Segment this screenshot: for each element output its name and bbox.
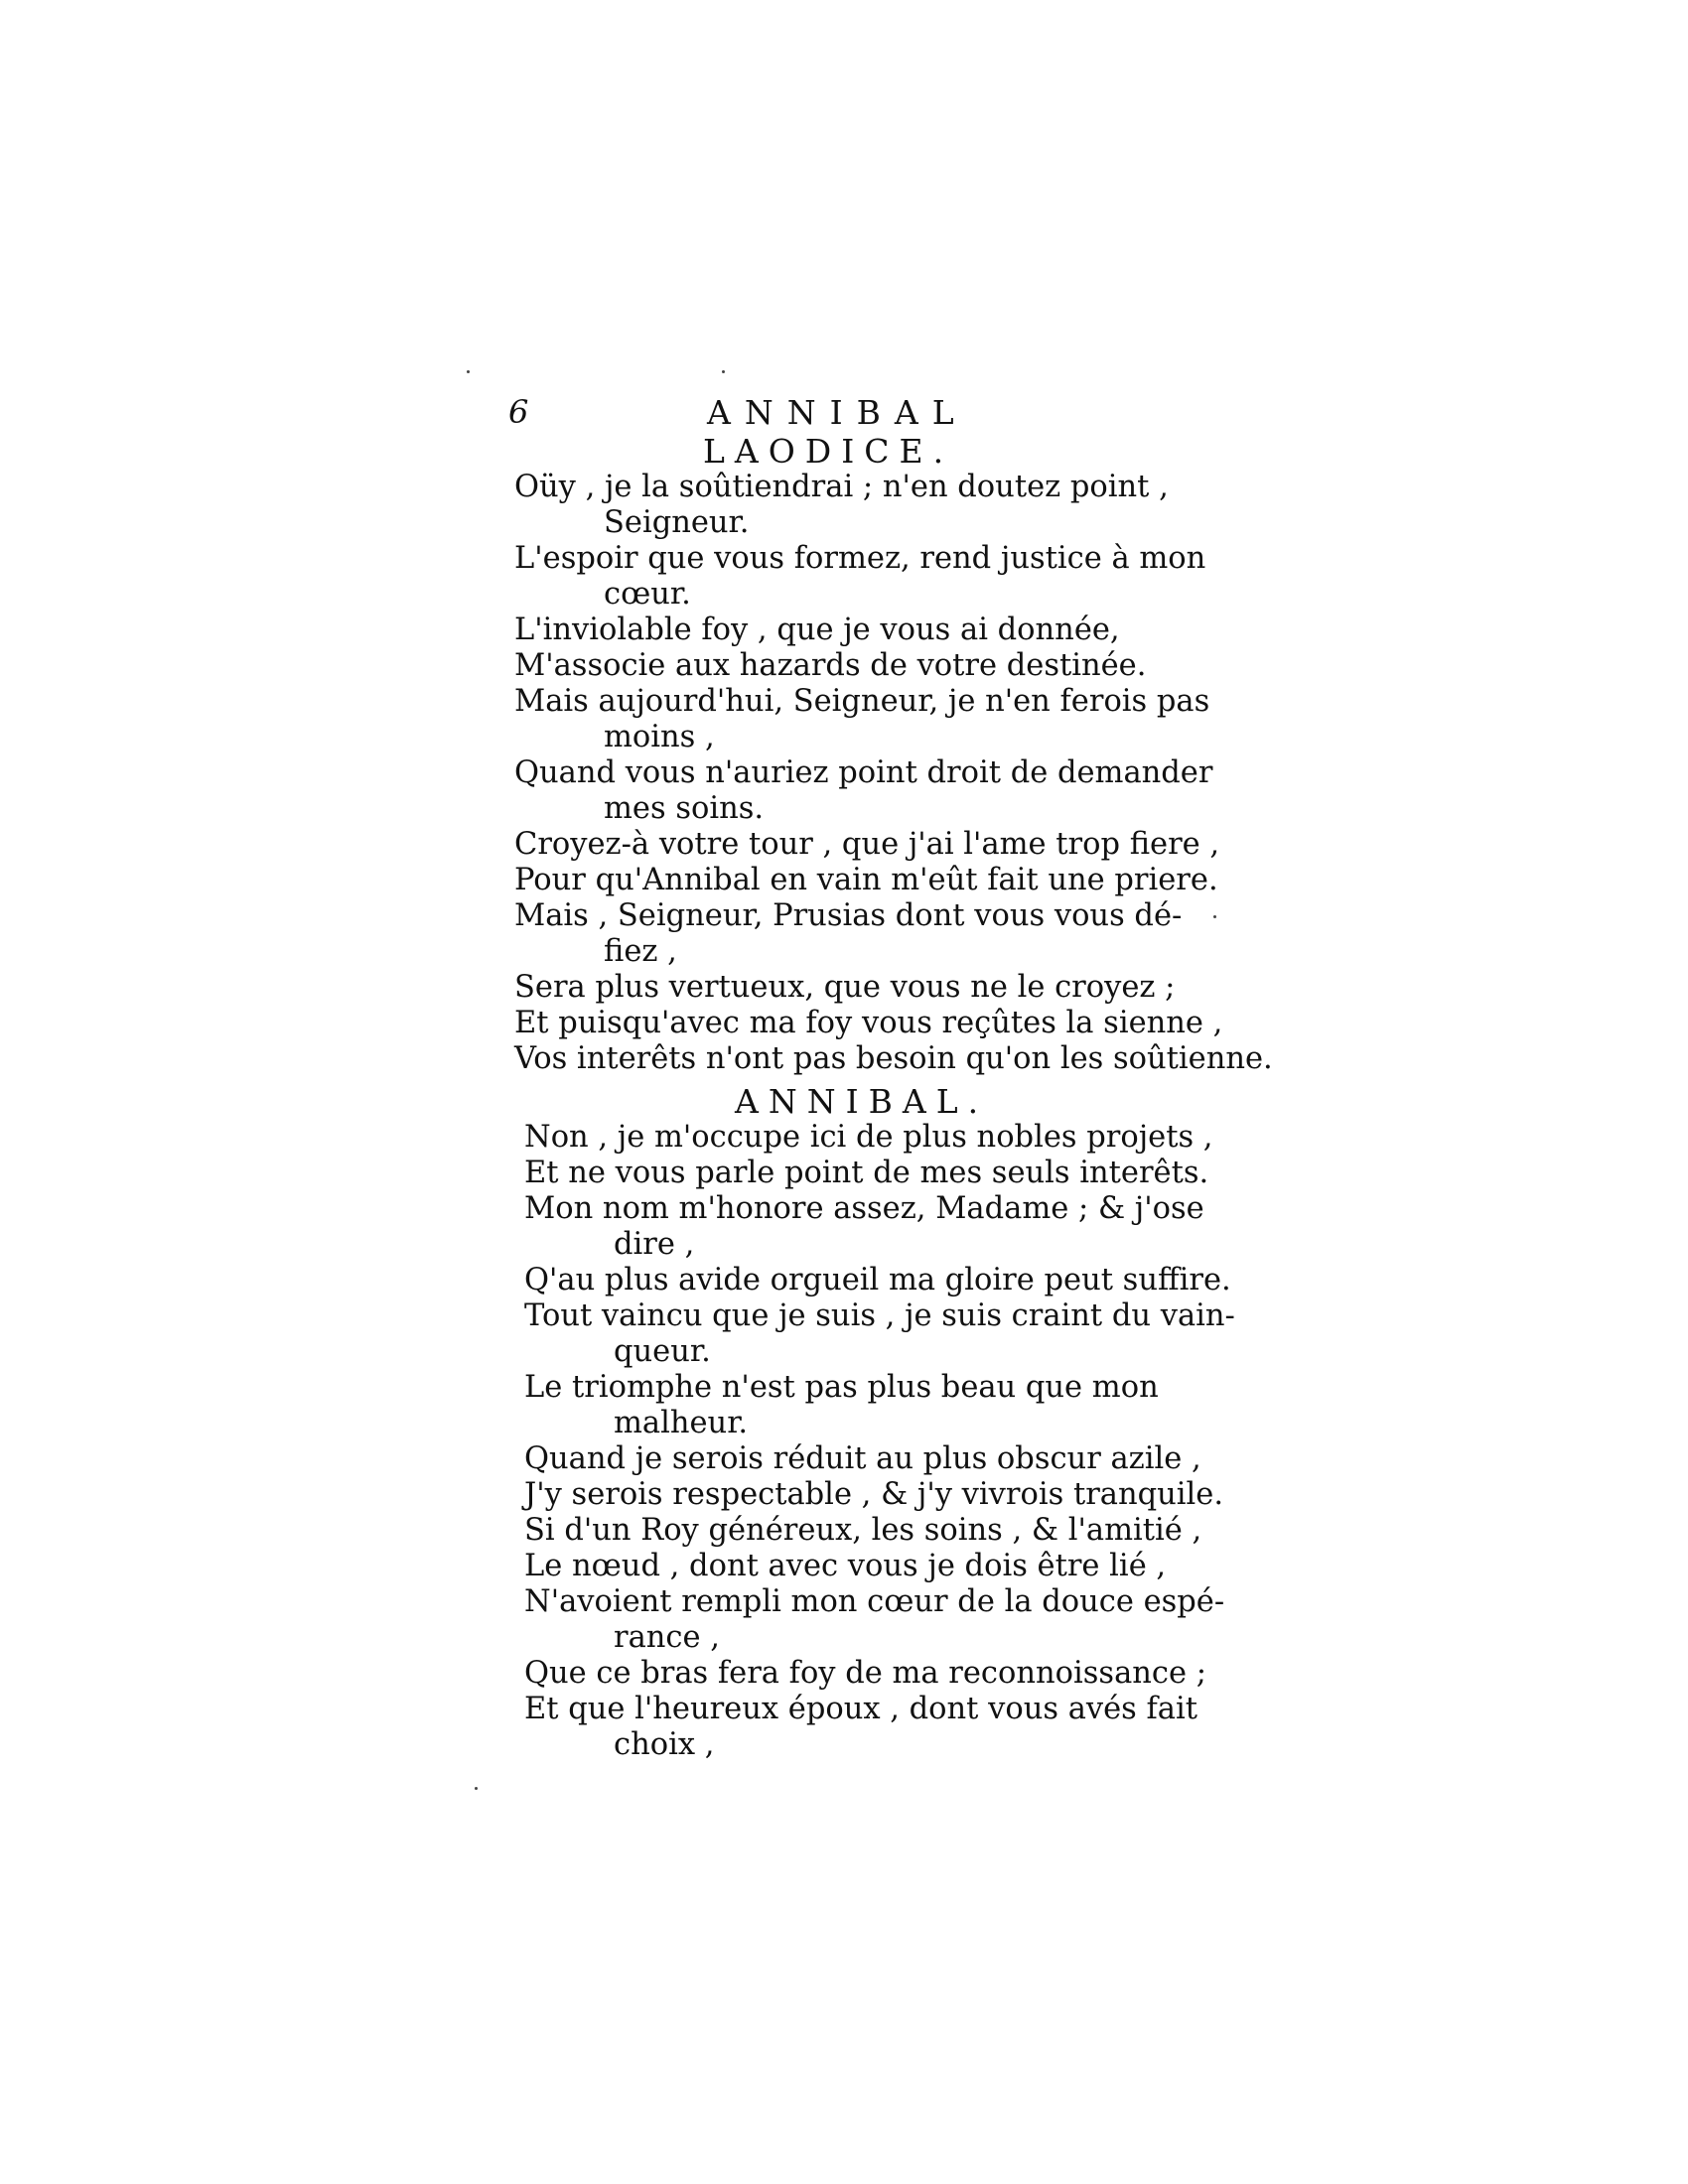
verse-line-continuation: choix ,	[614, 1727, 715, 1762]
verse-line-continuation: malheur.	[614, 1406, 749, 1440]
speaker-annibal: ANNIBAL.	[735, 1082, 989, 1121]
verse-line-continuation: dire ,	[614, 1227, 695, 1262]
verse-line: L'espoir que vous formez, rend justice à mon	[514, 541, 1206, 576]
verse-line: Mon nom m'honore assez, Madame ; & j'ose	[524, 1191, 1204, 1226]
speaker-laodice: LAODICE.	[703, 432, 954, 471]
verse-line: Vos interêts n'ont pas besoin qu'on les soûtienne.	[514, 1041, 1273, 1076]
verse-line: Oüy , je la soûtiendrai ; n'en doutez point ,	[514, 470, 1169, 504]
verse-line-continuation: Seigneur.	[604, 505, 750, 540]
verse-line: Et puisqu'avec ma foy vous reçûtes la sienne ,	[514, 1006, 1223, 1040]
verse-line: Sera plus vertueux, que vous ne le croyez ;	[514, 970, 1176, 1005]
verse-block-annibal	[524, 1120, 1235, 1763]
verse-line-continuation: queur.	[614, 1334, 711, 1369]
verse-line: Quand je serois réduit au plus obscur azile ,	[524, 1441, 1201, 1476]
verse-line: Mais , Seigneur, Prusias dont vous vous dé-	[514, 898, 1183, 933]
verse-line: J'y serois respectable , & j'y vivrois tranquile.	[524, 1477, 1224, 1512]
page-number: 6	[508, 393, 529, 431]
verse-line: N'avoient rempli mon cœur de la douce espé-	[524, 1584, 1225, 1619]
verse-line: Et ne vous parle point de mes seuls interêts.	[524, 1156, 1209, 1190]
verse-line: Le triomphe n'est pas plus beau que mon	[524, 1370, 1159, 1405]
verse-line: Croyez-à votre tour , que j'ai l'ame trop fiere ,	[514, 827, 1220, 862]
running-title: ANNIBAL	[707, 393, 968, 432]
verse-line: Mais aujourd'hui, Seigneur, je n'en ferois pas	[514, 684, 1210, 719]
verse-line: Quand vous n'auriez point droit de demander	[514, 755, 1213, 790]
print-speck	[1213, 915, 1216, 918]
verse-line: Pour qu'Annibal en vain m'eût fait une priere.	[514, 863, 1218, 897]
verse-line: Non , je m'occupe ici de plus nobles projets ,	[524, 1120, 1213, 1155]
verse-line: L'inviolable foy , que je vous ai donnée,	[514, 613, 1120, 647]
verse-block-laodice	[514, 470, 1273, 1077]
verse-line: M'associe aux hazards de votre destinée.	[514, 648, 1147, 683]
verse-line: Et que l'heureux époux , dont vous avés fait	[524, 1692, 1197, 1726]
print-speck	[475, 1787, 478, 1790]
verse-line-continuation: rance ,	[614, 1620, 720, 1655]
verse-line-continuation: fiez ,	[604, 934, 677, 969]
verse-line: Le nœud , dont avec vous je dois être lié ,	[524, 1549, 1167, 1583]
print-speck	[722, 370, 725, 373]
verse-line: Que ce bras fera foy de ma reconnoissance ;	[524, 1656, 1207, 1691]
verse-line-continuation: moins ,	[604, 720, 715, 754]
print-speck	[467, 370, 470, 373]
verse-line-continuation: cœur.	[604, 577, 691, 612]
verse-line: Q'au plus avide orgueil ma gloire peut suffire.	[524, 1263, 1231, 1297]
verse-line: Tout vaincu que je suis , je suis craint du vain-	[524, 1298, 1235, 1333]
verse-line-continuation: mes soins.	[604, 791, 765, 826]
verse-line: Si d'un Roy généreux, les soins , & l'amitié ,	[524, 1513, 1202, 1548]
